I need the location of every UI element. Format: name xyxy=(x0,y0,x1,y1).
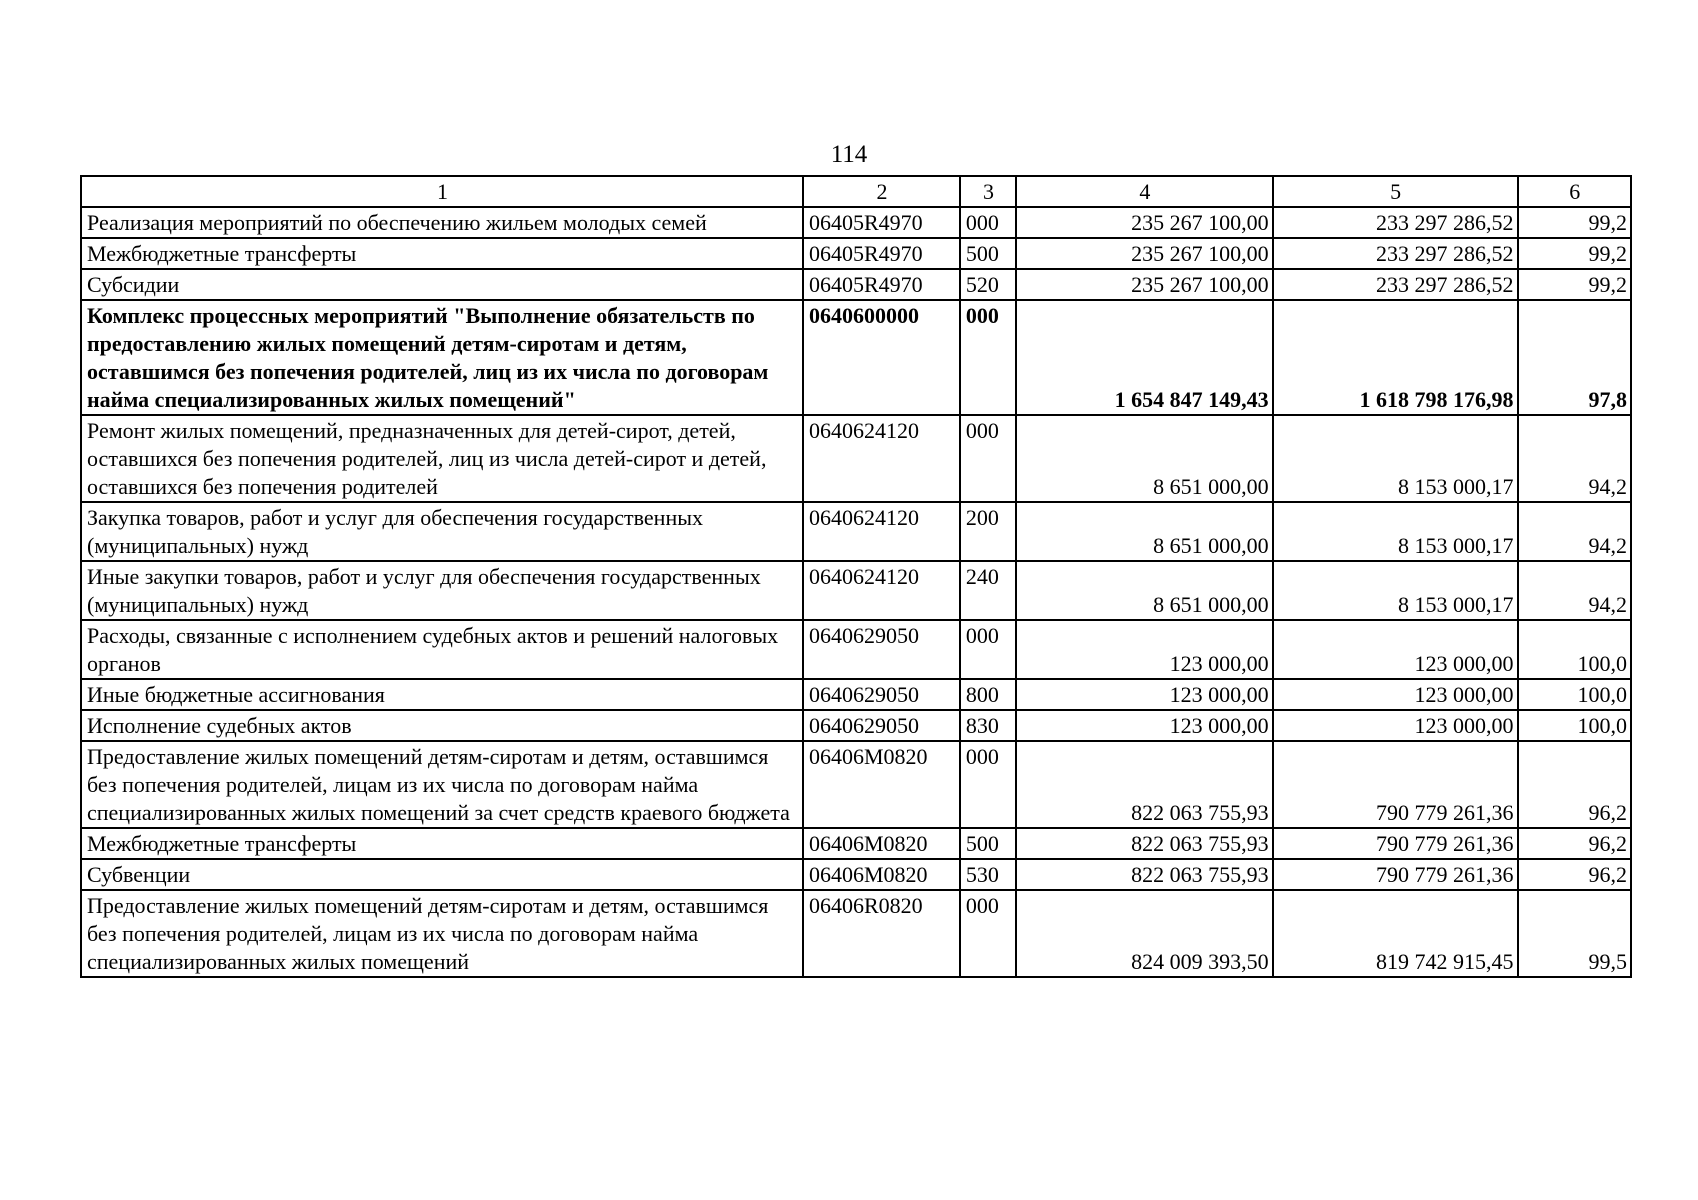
row-plan-cell: 123 000,00 xyxy=(1016,679,1273,710)
table-row xyxy=(81,828,1631,859)
row-percent-cell: 99,5 xyxy=(1518,890,1631,977)
row-fact-cell: 233 297 286,52 xyxy=(1273,207,1518,238)
row-code-cell: 06406M0820 xyxy=(803,741,960,828)
row-percent-cell: 96,2 xyxy=(1518,859,1631,890)
row-type-cell: 830 xyxy=(960,710,1016,741)
row-plan-cell: 123 000,00 xyxy=(1016,710,1273,741)
row-percent-cell: 100,0 xyxy=(1518,620,1631,679)
row-code-cell: 0640629050 xyxy=(803,679,960,710)
row-fact-cell: 1 618 798 176,98 xyxy=(1273,300,1518,415)
row-fact-cell: 8 153 000,17 xyxy=(1273,415,1518,502)
table-header-row xyxy=(81,176,1631,207)
table-row xyxy=(81,415,1631,502)
header-cell-5: 5 xyxy=(1273,176,1518,207)
row-percent-cell: 97,8 xyxy=(1518,300,1631,415)
row-percent-cell: 99,2 xyxy=(1518,207,1631,238)
row-name-cell: Субвенции xyxy=(81,859,803,890)
table-row xyxy=(81,890,1631,977)
row-type-cell: 000 xyxy=(960,207,1016,238)
row-name-cell: Иные бюджетные ассигнования xyxy=(81,679,803,710)
row-fact-cell: 123 000,00 xyxy=(1273,710,1518,741)
row-percent-cell: 94,2 xyxy=(1518,415,1631,502)
row-type-cell: 000 xyxy=(960,890,1016,977)
row-type-cell: 500 xyxy=(960,828,1016,859)
row-code-cell: 0640629050 xyxy=(803,710,960,741)
row-code-cell: 06405R4970 xyxy=(803,269,960,300)
row-plan-cell: 1 654 847 149,43 xyxy=(1016,300,1273,415)
table-row xyxy=(81,238,1631,269)
row-fact-cell: 123 000,00 xyxy=(1273,620,1518,679)
table-row xyxy=(81,502,1631,561)
row-type-cell: 500 xyxy=(960,238,1016,269)
row-plan-cell: 8 651 000,00 xyxy=(1016,415,1273,502)
row-name-cell: Иные закупки товаров, работ и услуг для обеспечения государственных (муниципальных) нужд xyxy=(81,561,803,620)
row-code-cell: 06405R4970 xyxy=(803,238,960,269)
table-row xyxy=(81,620,1631,679)
row-plan-cell: 8 651 000,00 xyxy=(1016,502,1273,561)
row-code-cell: 06406M0820 xyxy=(803,828,960,859)
row-plan-cell: 8 651 000,00 xyxy=(1016,561,1273,620)
row-name-cell: Ремонт жилых помещений, предназначенных для детей-сирот, детей, оставшихся без попечения родителей, лиц из числа детей-сирот и детей, оставшихся без попечения родителей xyxy=(81,415,803,502)
row-plan-cell: 235 267 100,00 xyxy=(1016,207,1273,238)
table-row xyxy=(81,710,1631,741)
row-code-cell: 0640629050 xyxy=(803,620,960,679)
row-type-cell: 200 xyxy=(960,502,1016,561)
budget-table xyxy=(80,175,1632,978)
row-type-cell: 000 xyxy=(960,300,1016,415)
table-row xyxy=(81,859,1631,890)
row-fact-cell: 8 153 000,17 xyxy=(1273,502,1518,561)
row-plan-cell: 822 063 755,93 xyxy=(1016,859,1273,890)
row-name-cell: Закупка товаров, работ и услуг для обеспечения государственных (муниципальных) нужд xyxy=(81,502,803,561)
row-name-cell: Предоставление жилых помещений детям-сиротам и детям, оставшимся без попечения родителей, лицам из их числа по договорам найма специализированных жилых помещений xyxy=(81,890,803,977)
row-plan-cell: 822 063 755,93 xyxy=(1016,828,1273,859)
row-name-cell: Комплекс процессных мероприятий "Выполнение обязательств по предоставлению жилых помещений детям-сиротам и детям, оставшимся без попечения родителей, лиц из их числа по договорам найма специализированных жилых помещений" xyxy=(81,300,803,415)
row-code-cell: 0640624120 xyxy=(803,561,960,620)
row-percent-cell: 99,2 xyxy=(1518,238,1631,269)
row-type-cell: 000 xyxy=(960,415,1016,502)
row-name-cell: Исполнение судебных актов xyxy=(81,710,803,741)
header-cell-4: 4 xyxy=(1016,176,1273,207)
row-type-cell: 000 xyxy=(960,741,1016,828)
row-fact-cell: 790 779 261,36 xyxy=(1273,828,1518,859)
row-percent-cell: 96,2 xyxy=(1518,828,1631,859)
row-plan-cell: 824 009 393,50 xyxy=(1016,890,1273,977)
row-percent-cell: 96,2 xyxy=(1518,741,1631,828)
row-type-cell: 000 xyxy=(960,620,1016,679)
row-fact-cell: 790 779 261,36 xyxy=(1273,859,1518,890)
table-row xyxy=(81,300,1631,415)
row-name-cell: Расходы, связанные с исполнением судебных актов и решений налоговых органов xyxy=(81,620,803,679)
row-fact-cell: 790 779 261,36 xyxy=(1273,741,1518,828)
row-code-cell: 0640624120 xyxy=(803,502,960,561)
header-cell-3: 3 xyxy=(960,176,1016,207)
table-row xyxy=(81,269,1631,300)
row-plan-cell: 235 267 100,00 xyxy=(1016,238,1273,269)
header-cell-6: 6 xyxy=(1518,176,1631,207)
row-fact-cell: 233 297 286,52 xyxy=(1273,269,1518,300)
row-fact-cell: 233 297 286,52 xyxy=(1273,238,1518,269)
row-type-cell: 530 xyxy=(960,859,1016,890)
table-row xyxy=(81,741,1631,828)
page-number: 114 xyxy=(830,141,868,168)
row-code-cell: 0640600000 xyxy=(803,300,960,415)
row-percent-cell: 100,0 xyxy=(1518,679,1631,710)
row-name-cell: Субсидии xyxy=(81,269,803,300)
header-cell-2: 2 xyxy=(803,176,960,207)
row-code-cell: 06406M0820 xyxy=(803,859,960,890)
table-body xyxy=(81,176,1631,977)
row-fact-cell: 819 742 915,45 xyxy=(1273,890,1518,977)
table-row xyxy=(81,679,1631,710)
row-type-cell: 800 xyxy=(960,679,1016,710)
row-name-cell: Межбюджетные трансферты xyxy=(81,828,803,859)
row-name-cell: Межбюджетные трансферты xyxy=(81,238,803,269)
row-fact-cell: 8 153 000,17 xyxy=(1273,561,1518,620)
row-code-cell: 06405R4970 xyxy=(803,207,960,238)
row-plan-cell: 123 000,00 xyxy=(1016,620,1273,679)
row-type-cell: 240 xyxy=(960,561,1016,620)
row-code-cell: 06406R0820 xyxy=(803,890,960,977)
row-percent-cell: 100,0 xyxy=(1518,710,1631,741)
row-code-cell: 0640624120 xyxy=(803,415,960,502)
row-name-cell: Предоставление жилых помещений детям-сиротам и детям, оставшимся без попечения родителей, лицам из их числа по договорам найма специализированных жилых помещений за счет средств краевого бюджета xyxy=(81,741,803,828)
table-row xyxy=(81,207,1631,238)
row-name-cell: Реализация мероприятий по обеспечению жильем молодых семей xyxy=(81,207,803,238)
row-percent-cell: 94,2 xyxy=(1518,561,1631,620)
row-type-cell: 520 xyxy=(960,269,1016,300)
row-percent-cell: 94,2 xyxy=(1518,502,1631,561)
row-fact-cell: 123 000,00 xyxy=(1273,679,1518,710)
table-row xyxy=(81,561,1631,620)
row-plan-cell: 822 063 755,93 xyxy=(1016,741,1273,828)
row-plan-cell: 235 267 100,00 xyxy=(1016,269,1273,300)
header-cell-1: 1 xyxy=(81,176,803,207)
row-percent-cell: 99,2 xyxy=(1518,269,1631,300)
